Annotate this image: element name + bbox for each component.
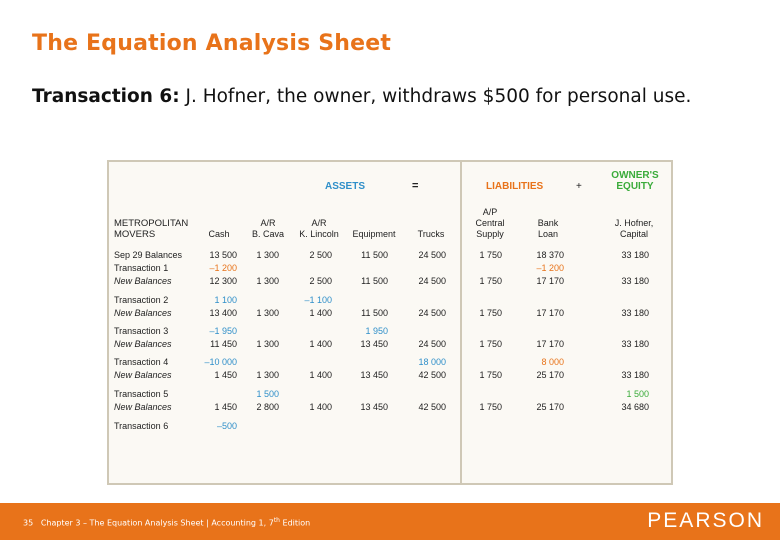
row-label: Sep 29 Balances xyxy=(114,250,183,260)
cell-ar-lincoln: 1 400 xyxy=(309,308,332,318)
cell-loan: 25 170 xyxy=(536,370,564,380)
cell-loan: 17 170 xyxy=(536,276,564,286)
cell-capital: 33 180 xyxy=(621,308,649,318)
col-head-ap-line-1: A/P xyxy=(482,207,498,217)
owners-equity-line-1: OWNER'S xyxy=(611,170,659,181)
transaction-text: J. Hofner, the owner, withdraws $500 for personal use. xyxy=(179,86,692,107)
cell-equipment: 13 450 xyxy=(360,339,388,349)
cell-ap: 1 750 xyxy=(479,276,502,286)
assets-header: ASSETS xyxy=(325,181,366,192)
cell-capital: 34 680 xyxy=(621,402,649,412)
page-number: 35 xyxy=(23,518,34,528)
cell-ar-lincoln: 1 400 xyxy=(309,402,332,412)
cell-equipment: 11 500 xyxy=(361,250,388,260)
company-name-line-2: MOVERS xyxy=(114,229,156,240)
cell-ar-cava: 2 800 xyxy=(256,402,279,412)
col-head-capital-line-2: Capital xyxy=(619,229,648,239)
cell-ap: 1 750 xyxy=(479,402,502,412)
cell-loan: 18 370 xyxy=(536,250,564,260)
cell-cash: 1 450 xyxy=(214,402,237,412)
cell-ar-lincoln: 2 500 xyxy=(309,276,332,286)
row-label: New Balances xyxy=(114,402,172,412)
col-head-trucks xyxy=(413,218,449,240)
cell-capital: 1 500 xyxy=(626,389,649,399)
company-name-line-1: METROPOLITAN xyxy=(114,218,189,229)
col-head-equipment-line-2: Equipment xyxy=(352,229,396,239)
cell-trucks: 24 500 xyxy=(418,339,446,349)
row-label: New Balances xyxy=(114,339,172,349)
cell-ar-cava: 1 500 xyxy=(256,389,279,399)
cell-ar-cava: 1 300 xyxy=(256,250,279,260)
cell-ar-lincoln: 1 400 xyxy=(309,370,332,380)
cell-ar-cava: 1 300 xyxy=(256,276,279,286)
transaction-label: Transaction 6: xyxy=(32,86,180,107)
cell-trucks: 24 500 xyxy=(418,250,446,260)
row-label: Transaction 4 xyxy=(114,357,169,367)
col-head-ar-lincoln-line-2: K. Lincoln xyxy=(299,229,339,239)
cell-cash: –500 xyxy=(216,421,237,431)
cell-equipment: 11 500 xyxy=(361,308,388,318)
col-head-cash xyxy=(203,218,235,240)
cell-trucks: 24 500 xyxy=(418,276,446,286)
equals-sign: = xyxy=(412,180,419,192)
cell-loan: 17 170 xyxy=(536,308,564,318)
col-head-ar-cava xyxy=(248,218,288,240)
cell-capital: 33 180 xyxy=(621,370,649,380)
col-head-loan-line-1: Bank xyxy=(537,218,559,228)
cell-equipment: 1 950 xyxy=(365,326,388,336)
cell-cash: 1 100 xyxy=(214,295,237,305)
col-head-ar-lincoln xyxy=(295,218,343,240)
row-label: Transaction 3 xyxy=(114,326,169,336)
col-head-cash-line-1 xyxy=(203,218,235,229)
owners-equity-line-2: EQUITY xyxy=(616,181,654,192)
cell-cash: –1 200 xyxy=(209,263,237,273)
cell-equipment: 11 500 xyxy=(361,276,388,286)
cell-capital: 33 180 xyxy=(621,250,649,260)
company-name xyxy=(114,218,188,240)
col-head-ar-cava-line-1: A/R xyxy=(260,218,276,228)
plus-sign: + xyxy=(576,181,582,192)
liabilities-header: LIABILITIES xyxy=(486,181,544,192)
col-head-ap xyxy=(472,207,508,240)
owners-equity-header xyxy=(600,170,670,192)
col-head-ap-line-2: Central xyxy=(475,218,505,228)
cell-ap: 1 750 xyxy=(479,250,502,260)
cell-trucks: 42 500 xyxy=(418,370,446,380)
sheet-divider xyxy=(460,162,462,483)
cell-ap: 1 750 xyxy=(479,370,502,380)
cell-capital: 33 180 xyxy=(621,339,649,349)
cell-ap: 1 750 xyxy=(479,339,502,349)
slide-title: The Equation Analysis Sheet xyxy=(32,31,392,56)
cell-equipment: 13 450 xyxy=(360,370,388,380)
cell-trucks: 18 000 xyxy=(418,357,446,367)
col-head-equipment-line-1 xyxy=(349,218,399,229)
col-head-cash-line-2: Cash xyxy=(208,229,230,239)
cell-cash: 1 450 xyxy=(214,370,237,380)
row-label: New Balances xyxy=(114,276,172,286)
cell-ar-cava: 1 300 xyxy=(256,308,279,318)
equation-analysis-sheet xyxy=(107,160,673,485)
cell-cash: 12 300 xyxy=(209,276,237,286)
col-head-loan xyxy=(530,218,566,240)
row-label: Transaction 1 xyxy=(114,263,169,273)
col-head-ar-cava-line-2: B. Cava xyxy=(251,229,284,239)
cell-cash: –1 950 xyxy=(209,326,237,336)
cell-trucks: 24 500 xyxy=(418,308,446,318)
cell-ar-cava: 1 300 xyxy=(256,370,279,380)
cell-loan: 25 170 xyxy=(536,402,564,412)
col-head-equipment xyxy=(349,218,399,240)
cell-capital: 33 180 xyxy=(621,276,649,286)
col-head-ap-line-3: Supply xyxy=(476,229,504,239)
cell-cash: 11 450 xyxy=(210,339,237,349)
row-label: Transaction 5 xyxy=(114,389,169,399)
col-head-trucks-line-2: Trucks xyxy=(417,229,445,239)
footer-text xyxy=(23,517,310,528)
cell-loan: –1 200 xyxy=(536,263,564,273)
cell-ar-lincoln: 2 500 xyxy=(309,250,332,260)
footer-caption: Chapter 3 – The Equation Analysis Sheet | Accounting 1, 7 xyxy=(40,518,274,528)
col-head-capital-line-1: J. Hofner, xyxy=(614,218,654,228)
cell-loan: 17 170 xyxy=(536,339,564,349)
row-label: New Balances xyxy=(114,370,172,380)
cell-loan: 8 000 xyxy=(541,357,564,367)
cell-ar-lincoln: 1 400 xyxy=(309,339,332,349)
transaction-description xyxy=(32,86,691,107)
row-label: Transaction 6 xyxy=(114,421,169,431)
cell-ar-cava: 1 300 xyxy=(256,339,279,349)
col-head-loan-line-2: Loan xyxy=(537,229,559,239)
row-label: New Balances xyxy=(114,308,172,318)
col-head-capital xyxy=(605,218,663,240)
cell-ar-lincoln: –1 100 xyxy=(304,295,332,305)
col-head-trucks-line-1 xyxy=(413,218,449,229)
row-label: Transaction 2 xyxy=(114,295,169,305)
cell-trucks: 42 500 xyxy=(418,402,446,412)
footer-caption-end: Edition xyxy=(279,518,311,528)
col-head-ar-lincoln-line-1: A/R xyxy=(311,218,327,228)
footer-superscript: th xyxy=(273,517,280,524)
pearson-logo: PEARSON xyxy=(647,509,764,532)
cell-cash: 13 500 xyxy=(209,250,237,260)
cell-ap: 1 750 xyxy=(479,308,502,318)
cell-cash: 13 400 xyxy=(209,308,237,318)
cell-equipment: 13 450 xyxy=(360,402,388,412)
cell-cash: –10 000 xyxy=(204,357,237,367)
